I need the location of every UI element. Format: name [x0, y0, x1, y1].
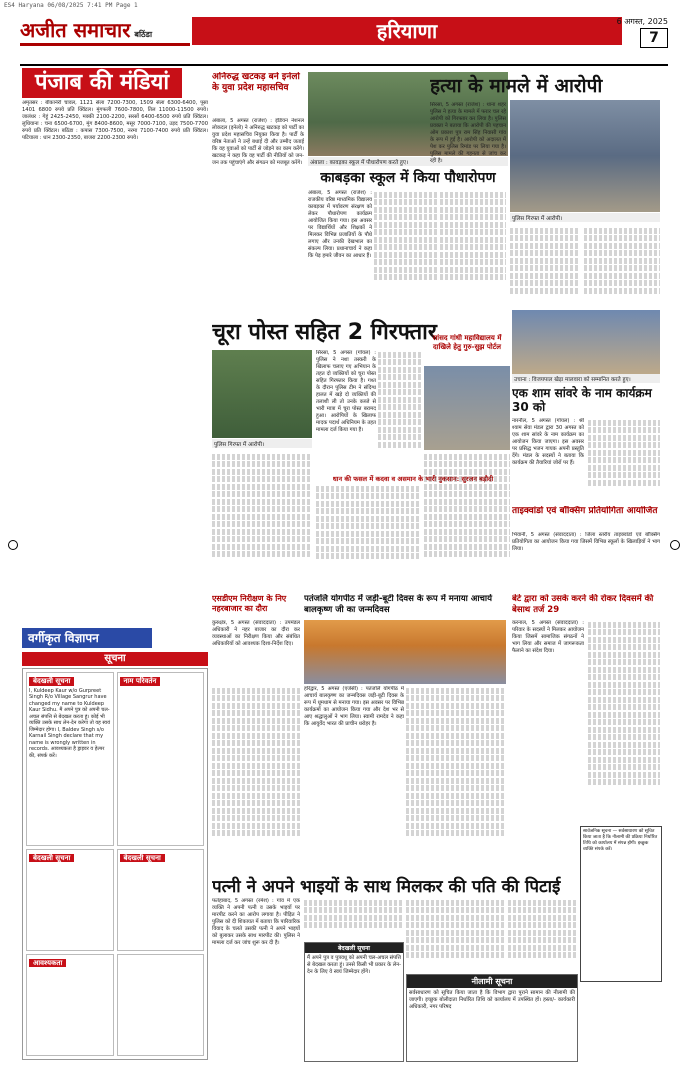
classified-ads: [22, 668, 208, 1060]
ad-tag: आवश्यकता: [29, 959, 66, 968]
ad-tag: बेदखली सूचना: [120, 854, 165, 863]
headline-sdm: एसडीएम निरीक्षण के निए नहरबाजार का दौरा: [212, 594, 287, 613]
story-plantation-cont: [374, 190, 438, 296]
classified-ad: [117, 954, 205, 1056]
registration-mark: [8, 540, 18, 550]
story-wife: फतेहाबाद, 5 अगस्त (रमेश) : गांव में एक व्यक्ति ने अपनी पत्नी व उसके भाइयों पर मारपीट करने का आरोप लगाया है। पीड़ित ने पुलिस को दी शिकायत में बताया कि पारिवारिक विवाद के चलते उसकी पत्नी ने अपने भाइयों को बुलाकर उसके साथ मारपीट की। पुलिस ने मामला दर्ज कर जांच शुरू कर दी है।: [212, 898, 300, 946]
headline-drugs: चूरा पोस्त सहित 2 गिरफ्तार: [212, 320, 437, 345]
story-paddy: [316, 484, 420, 586]
story-sdm-cont: [212, 686, 300, 876]
headline-paddy: धान की फसल में कदवा व असमान के भारी नुकसान: सुरजन बड़ौदी: [332, 475, 494, 483]
print-slug: ES4 Haryana 06/08/2025 7:41 PM Page 1: [4, 2, 138, 9]
suchna-header: सूचना: [22, 652, 208, 666]
mandi-text: अमृतसर : बीकानेरी चावल, 1121 सेला 7200-7300, 1509 सेला 6300-6400, पूसा 1401 6800 रुपये प्रति क्विंटल। मूंगफली 7600-7800, तिल 11000-11500 रुपये। जालंधर : गेहूं 2425-2450, मक्की 2100-2200, सरसों 6400-6500 रुपये प्रति क्विंटल। लुधियाना : चना 6500-6700, मूंग 8400-8600, मसूर 7000-7100, उड़द 7500-7700 रुपये प्रति क्विंटल। बठिंडा : कपास 7300-7500, नरमा 7100-7400 रुपये प्रति क्विंटल। पटियाला : धान 2300-2350, बाजरा 2200-2300 रुपये।: [22, 100, 208, 141]
public-notice-ad: सार्वजनिक सूचना — सर्वसाधारण को सूचित किया जाता है कि नीलामी की प्रक्रिया निर्धारित तिथि को कार्यालय में संपन्न होगी। इच्छुक व्यक्ति संपर्क करें।: [580, 826, 662, 982]
section-title: हरियाणा: [192, 17, 622, 45]
story-drugs-cont: [212, 452, 312, 586]
auction-notice-text: सर्वसाधारण को सूचित किया जाता है कि विभाग द्वारा पुराने सामान की नीलामी की जाएगी। इच्छुक बोलीदाता निर्धारित तिथि को कार्यालय में उपस्थित हों। हस्ता/- कार्यकारी अधिकारी, नगर परिषद: [409, 990, 575, 1010]
classified-ad: [26, 954, 114, 1056]
ad-tag: बेदखली सूचना: [29, 854, 74, 863]
eviction-notice-title: बेदखली सूचना: [305, 943, 403, 953]
auction-notice-title: नीलामी सूचना: [407, 975, 577, 988]
page-number: 7: [640, 28, 668, 48]
headline-inld: अनिरुद्ध खटकड़ बने इनेलो के युवा प्रदेश महासचिव: [212, 72, 300, 93]
story-murder: सिरसा, 5 अगस्त (राजेश) : थाना शहर पुलिस ने हत्या के मामले में फरार चल रहे आरोपी को गिरफ्तार कर लिया है। पुलिस प्रवक्ता ने बताया कि आरोपी की पहचान ओम प्रकाश पुत्र राम सिंह निवासी गांव के रूप में हुई है। आरोपी को अदालत में पेश कर पुलिस रिमांड पर लिया गया है। पुलिस मामले की गहनता से जांच कर रही है।: [430, 102, 506, 164]
story-taekwondo: भिवानी, 5 अगस्त (संवाददाता) : जिला स्तरीय ताइक्वांडो एवं बॉक्सिंग प्रतियोगिता का आयोजन किया गया जिसमें विभिन्न स्कूलों के खिलाड़ियों ने भाग लिया।: [512, 532, 660, 552]
ad-tag: नाम परिवर्तन: [120, 677, 161, 686]
classified-ad: [117, 672, 205, 846]
headline-murder: हत्या के मामले में आरोपी: [430, 75, 603, 97]
photo-police: [510, 100, 660, 212]
mandi-title: पंजाब की मंडियां: [22, 68, 182, 98]
photo-felicitation: [512, 310, 660, 374]
story-patanjali-cont: [406, 686, 506, 876]
classified-ad: [117, 849, 205, 951]
story-wife-cont: [406, 898, 506, 970]
story-son-cont: [588, 620, 660, 820]
auction-notice: [406, 974, 578, 1062]
story-plantation-cont: [440, 190, 506, 296]
edition-city: बठिंडा: [134, 29, 153, 39]
headline-son: बेटे द्वारा को उसके करने की रोकर दिवसमें की बेसाथ तर्ज 29: [512, 594, 654, 615]
headline-patanjali: पतंजलि योगपीठ में जड़ी-बूटी दिवस के रूप में मनाया आचार्य बालकृष्ण जी का जन्मदिवस: [304, 594, 493, 615]
story-bhajan: नारनौल, 5 अगस्त (गोयल) : श्री श्याम सेवा मंडल द्वारा 30 अगस्त को एक शाम सांवरे के नाम कार्यक्रम का आयोजन किया जाएगा। इस अवसर पर प्रसिद्ध भजन गायक अपनी प्रस्तुति देंगे। मंडल के सदस्यों ने बताया कि कार्यक्रम की तैयारियां जोरों पर हैं।: [512, 418, 584, 466]
photo-patanjali: [304, 620, 506, 684]
caption-police: पुलिस गिरफ्त में आरोपी।: [510, 213, 660, 222]
photo-drugs: [212, 350, 312, 438]
mandi-rates: [22, 100, 208, 620]
newspaper-logo: [20, 16, 190, 46]
classified-ad: [26, 849, 114, 951]
story-murder-cont: [510, 226, 580, 304]
story-patanjali: हरिद्वार, 5 अगस्त (एजेंसी) : पतंजलि योगपीठ में आचार्य बालकृष्ण का जन्मदिवस जड़ी-बूटी दिवस के रूप में धूमधाम से मनाया गया। इस अवसर पर विभिन्न कार्यक्रमों का आयोजन किया गया और देश भर से आए श्रद्धालुओं ने भाग लिया। स्वामी रामदेव ने कहा कि आयुर्वेद भारत की प्राचीन धरोहर है।: [304, 686, 404, 727]
registration-mark: [670, 540, 680, 550]
eviction-notice-text: मैं अपने पुत्र व पुत्रवधू को अपनी चल-अचल संपत्ति से बेदखल करता हूं। उनसे किसी भी प्रकार के लेन-देन के लिए वे स्वयं जिम्मेदार होंगे।: [307, 955, 402, 975]
caption-felicitation: उचाना : विजयपाल खेड़ा मालवारा को सम्मानित करते हुए।: [512, 374, 660, 383]
ad-tag: बेदखली सूचना: [29, 677, 74, 686]
masthead: [20, 14, 668, 66]
story-drugs: सिरसा, 5 अगस्त (गोयल) : पुलिस ने नशा तस्करी के खिलाफ चलाए गए अभियान के तहत दो व्यक्तियों को चूरा पोस्त सहित गिरफ्तार किया है। गश्त के दौरान पुलिस टीम ने संदिग्ध हालत में खड़े दो व्यक्तियों की तलाशी ली तो उनके कब्जे से भारी मात्रा में चूरा पोस्त बरामद हुआ। आरोपियों के खिलाफ मादक पदार्थ अधिनियम के तहत मामला दर्ज किया गया है।: [316, 350, 376, 433]
story-college: [424, 452, 510, 586]
caption-drugs: पुलिस गिरफ्त में आरोपी।: [212, 439, 312, 448]
story-sdm: कुरुक्षेत्र, 5 अगस्त (संवाददाता) : उपमंडल अधिकारी ने नहर बाजार का दौरा कर व्यवस्थाओं का निरीक्षण किया और संबंधित अधिकारियों को आवश्यक दिशा-निर्देश दिए।: [212, 620, 300, 647]
headline-taekwondo: ताइक्वांडो एवं बॉक्सिंग प्रतियोगिता आयोजित: [512, 506, 658, 516]
story-drugs-cont: [378, 350, 422, 480]
story-bhajan-cont: [588, 418, 660, 504]
story-wife-cont: [304, 898, 404, 940]
headline-plantation: काबड़का स्कूल में किया पौधारोपण: [320, 170, 496, 186]
classified-title: वर्गीकृत विज्ञापन: [22, 628, 152, 648]
story-son: करनाल, 5 अगस्त (संवाददाता) : परिवार के सदस्यों ने मिलकर आयोजन किया जिसमें सामाजिक संगठनों ने भाग लिया और समाज में जागरूकता फैलाने का संदेश दिया।: [512, 620, 584, 654]
headline-bhajan: एक शाम सांवरे के नाम कार्यक्रम 30 को: [512, 386, 652, 414]
eviction-notice: [304, 942, 404, 1062]
classified-ad: बेदखली सूचना I, Kuldeep Kaur w/o Gurpreet Singh R/o Village Sangrur have changed my name to Kuldeep Kaur Sidhu. मैं अपने पुत्र को अपनी चल-अचल संपत्ति से बेदखल करता हूं। कोई भी व्यक्ति उसके साथ लेन-देन करेगा तो वह स्वयं जिम्मेदार होगा। I, Baldev Singh s/o Karnail Singh declare that my name is wrongly written in records. आवश्यकता है ड्राइवर व हेल्पर की, संपर्क करें।: [26, 672, 114, 846]
story-murder-cont: [584, 226, 660, 304]
story-wife-cont: [508, 898, 578, 970]
caption-plantation: अंबाला : कावड़का स्कूल में पौधारोपण करते हुए।: [308, 157, 508, 166]
story-inld: अंबाला, 5 अगस्त (राजेश) : इंडियन नेशनल लोकदल (इनेलो) ने अनिरुद्ध खटकड़ को पार्टी का युवा प्रदेश महासचिव नियुक्त किया है। पार्टी के वरिष्ठ नेताओं ने उन्हें बधाई दी और उम्मीद जताई कि वह युवाओं को पार्टी से जोड़ने का काम करेंगे। खटकड़ ने कहा कि वह पार्टी की नीतियों को जन-जन तक पहुंचाएंगे और संगठन को मजबूत करेंगे।: [212, 118, 304, 166]
headline-wife: पत्नी ने अपने भाइयों के साथ मिलकर की पति की पिटाई: [212, 877, 561, 896]
photo-college: [424, 366, 510, 450]
story-plantation: अंबाला, 5 अगस्त (राजेश) : राजकीय वरिष्ठ माध्यमिक विद्यालय काबड़का में पर्यावरण संरक्षण को लेकर पौधारोपण कार्यक्रम आयोजित किया गया। इस अवसर पर विद्यार्थियों और शिक्षकों ने मिलकर विभिन्न प्रजातियों के पौधे लगाए और उनकी देखभाल का संकल्प लिया। प्रधानाचार्य ने कहा कि पेड़ हमारे जीवन का आधार हैं।: [308, 190, 372, 259]
headline-college: सांसद गांधी महाविद्यालय में दाखिले हेतु गुरु-सुझ पोर्टल: [432, 334, 502, 351]
paper-name: अजीत समाचार: [20, 18, 131, 42]
issue-date: 6 अगस्त, 2025: [616, 17, 668, 26]
